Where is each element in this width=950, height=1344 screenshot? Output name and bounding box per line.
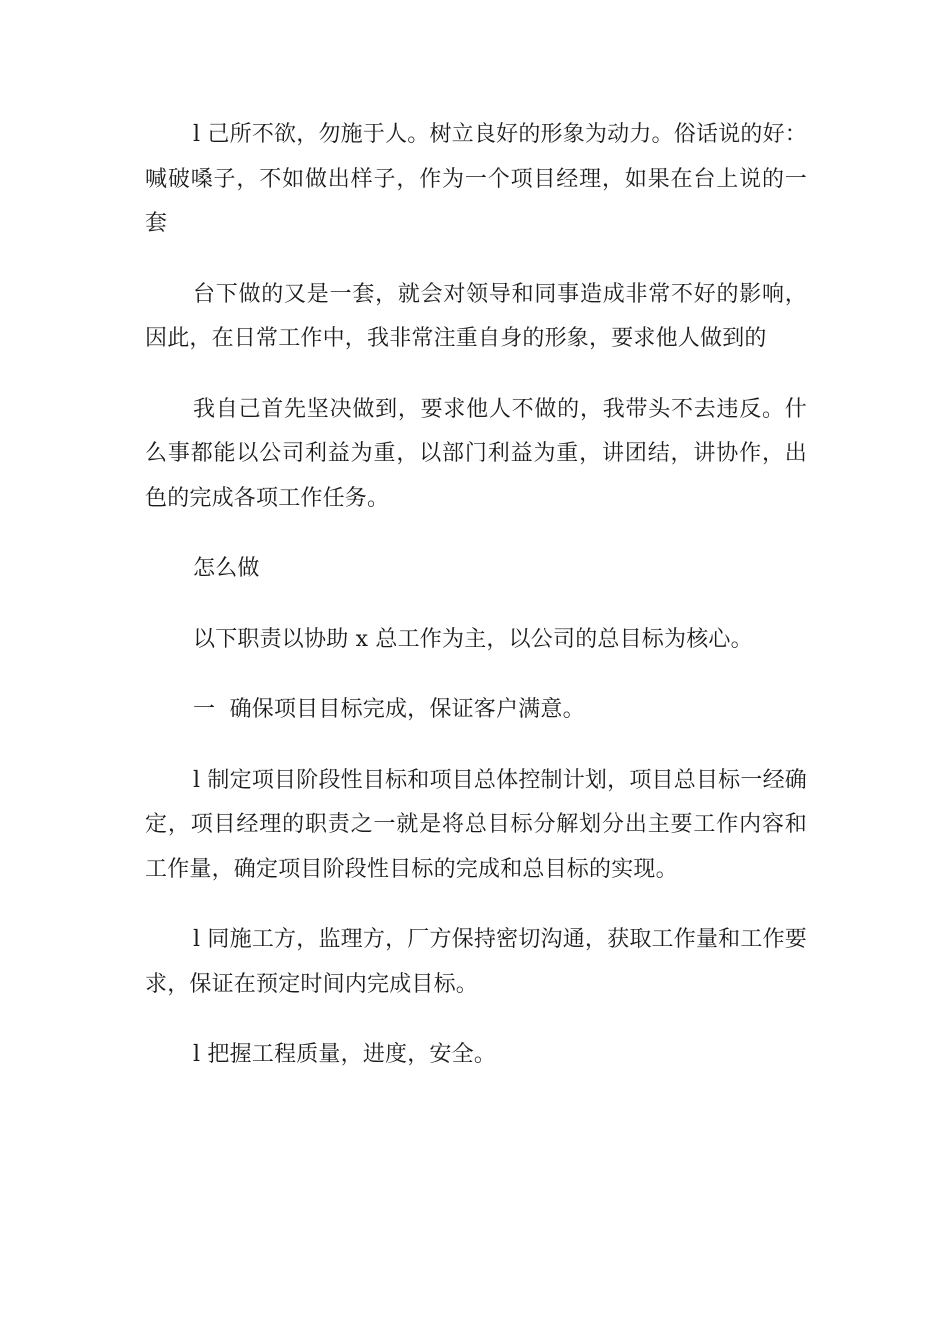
paragraph-4: 怎么做 (193, 556, 260, 581)
paragraph-8: l 同施工方，监理方，厂方保持密切沟通，获取工作量和工作要求，保证在预定时间内完成目标。 (145, 927, 807, 997)
paragraph-2: 台下做的又是一套，就会对领导和同事造成非常不好的影响，因此，在日常工作中，我非常注重自身的形象，要求他人做到的 (145, 281, 807, 351)
section-heading-1: 一 确保项目目标完成，保证客户满意。 (193, 697, 585, 722)
document-body (145, 113, 807, 1078)
paragraph-7: l 制定项目阶段性目标和项目总体控制计划，项目总目标一经确定，项目经理的职责之一就是将总目标分解划分出主要工作内容和工作量，确定项目阶段性目标的完成和总目标的实现。 (145, 767, 807, 882)
paragraph-9: l 把握工程质量，进度，安全。 (193, 1042, 497, 1067)
paragraph-5: 以下职责以协助 x 总工作为主，以公司的总目标为核心。 (193, 626, 753, 652)
paragraph-3: 我自己首先坚决做到，要求他人不做的，我带头不去违反。什么事都能以公司利益为重，以部门利益为重，讲团结，讲协作，出色的完成各项工作任务。 (145, 396, 807, 511)
paragraph-1: l 己所不欲，勿施于人。树立良好的形象为动力。俗话说的好：喊破嗓子，不如做出样子，作为一个项目经理，如果在台上说的一套 (145, 122, 807, 236)
